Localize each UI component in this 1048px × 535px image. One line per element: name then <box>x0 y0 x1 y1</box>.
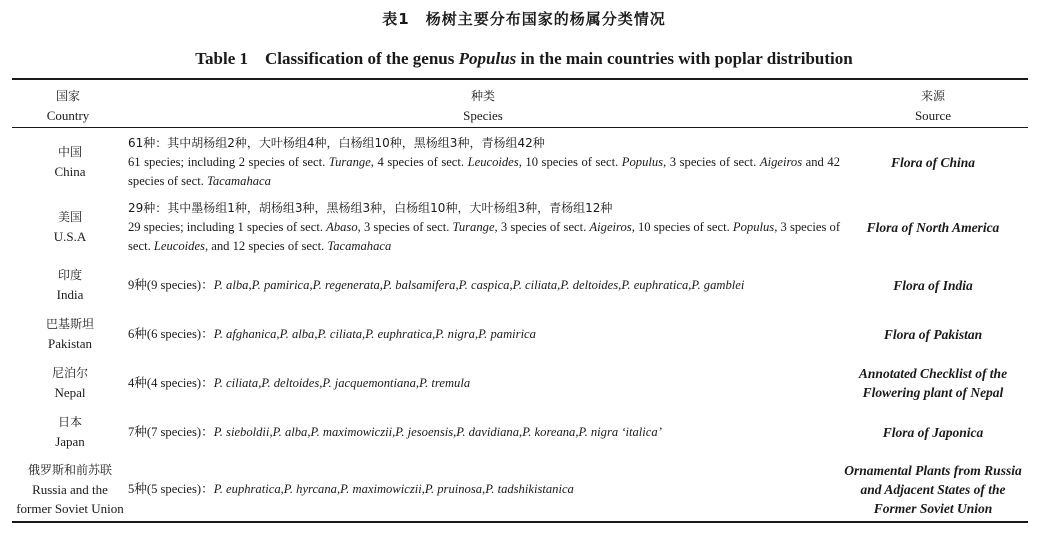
source-title-line: Ornamental Plants from Russia <box>844 462 1022 478</box>
species-description-en <box>128 153 840 191</box>
country-name-en: Pakistan <box>47 336 93 351</box>
text: , and 12 species of sect. <box>204 238 328 253</box>
species-name: P. nigra ‘italica’ <box>578 424 662 439</box>
species-cell <box>128 409 840 455</box>
species-cell <box>128 360 840 406</box>
species-name: P. deltoides <box>261 375 320 390</box>
table-title-english <box>0 44 1048 69</box>
source-cell <box>838 196 1028 258</box>
species-name: P. euphratica <box>213 481 281 496</box>
country-name-zh: 日本 <box>57 415 82 429</box>
species-count: 9种(9 species)： <box>128 277 214 292</box>
species-name: P. ciliata <box>317 326 363 341</box>
country-name-en: former Soviet Union <box>16 500 124 516</box>
source-title-line: Former Soviet Union <box>873 500 993 516</box>
source-title-line: Annotated Checklist of the <box>858 366 1008 381</box>
species-list <box>128 423 840 442</box>
table-row-china <box>12 131 1028 193</box>
species-name: P. deltoides <box>560 277 619 292</box>
species-name: P. ciliata <box>213 375 259 390</box>
species-name: P. ciliata <box>512 277 558 292</box>
table-row-india <box>12 262 1028 308</box>
column-header-country <box>12 86 124 126</box>
country-name-en: India <box>56 287 84 302</box>
species-name: P. euphratica <box>621 277 689 292</box>
species-count: 7种(7 species)： <box>128 424 214 439</box>
country-name-en: China <box>54 164 86 179</box>
country-name-zh: 巴基斯坦 <box>45 317 94 331</box>
section-name: Aigeiros <box>759 154 803 169</box>
species-cell <box>128 131 840 193</box>
species-cell <box>128 262 840 308</box>
species-count: 5种(5 species)： <box>128 481 214 496</box>
country-name-zh: 尼泊尔 <box>51 366 88 380</box>
country-cell <box>12 409 128 455</box>
species-name: P. alba <box>279 326 315 341</box>
species-name: P. koreana <box>522 424 576 439</box>
separator: , <box>269 424 273 439</box>
species-name: P. pamirica <box>251 277 310 292</box>
separator: , <box>618 277 622 292</box>
header-country-zh: 国家 <box>55 89 80 103</box>
species-name: P. caspica <box>458 277 510 292</box>
header-country-en: Country <box>46 108 90 123</box>
country-cell <box>12 262 128 308</box>
table-row-usa <box>12 196 1028 258</box>
table-row-nepal <box>12 360 1028 406</box>
source-title-line: Flowering plant of Nepal <box>862 385 1004 400</box>
text: , 10 species of sect. <box>631 219 733 234</box>
species-name: P. maximowiczii <box>310 424 393 439</box>
header-source-zh: 来源 <box>920 89 945 103</box>
country-name-zh: 中国 <box>57 145 82 159</box>
source-title: Flora of Japonica <box>882 424 984 440</box>
section-name: Turange <box>452 219 495 234</box>
country-cell <box>12 360 128 406</box>
source-cell <box>838 131 1028 193</box>
table-top-rule <box>12 78 1028 80</box>
source-cell <box>838 262 1028 308</box>
table-row-russia <box>12 458 1028 520</box>
title-suffix: in the main countries with poplar distribution <box>516 49 853 68</box>
source-title-line: and Adjacent States of the <box>860 481 1006 497</box>
title-prefix: Table 1 Classification of the genus <box>195 49 459 68</box>
country-cell <box>12 311 128 357</box>
section-name: Leucoides <box>153 238 205 253</box>
text: , 4 species of sect. <box>370 154 468 169</box>
separator: , <box>280 481 284 496</box>
separator: , <box>319 375 323 390</box>
header-species-en: Species <box>463 108 503 123</box>
species-name: P. alba <box>213 277 249 292</box>
separator: , <box>482 481 486 496</box>
country-name-en: Nepal <box>54 385 86 400</box>
species-name: P. gamblei <box>691 277 745 292</box>
column-header-species <box>128 86 838 126</box>
species-cell <box>128 311 840 357</box>
header-species-zh: 种类 <box>470 89 495 103</box>
table-bottom-rule <box>12 521 1028 523</box>
text: , 3 species of sect. <box>128 219 841 253</box>
source-cell <box>838 311 1028 357</box>
source-title: Flora of India <box>893 277 973 293</box>
species-description-zh: 61种：其中胡杨组2种，大叶杨组4种，白杨组10种，黑杨组3种，青杨组42种 <box>128 135 545 150</box>
section-name: Abaso <box>326 219 358 234</box>
country-name-en: Russia and the <box>32 481 108 497</box>
section-name: Tacamahaca <box>207 173 271 188</box>
separator: , <box>509 277 513 292</box>
separator: , <box>415 375 420 390</box>
section-name: Leucoides <box>467 154 519 169</box>
country-name-en: U.S.A <box>53 229 87 244</box>
country-cell <box>12 458 128 520</box>
source-cell <box>838 409 1028 455</box>
source-title: Flora of Pakistan <box>883 326 983 342</box>
species-name: P. jacquemontiana <box>322 375 416 390</box>
separator: , <box>309 277 313 292</box>
separator: , <box>575 424 579 439</box>
separator: , <box>248 277 252 292</box>
species-name: P. maximowiczii <box>340 481 422 496</box>
text: , 3 species of sect. <box>357 219 453 234</box>
country-name-zh: 印度 <box>57 268 82 282</box>
source-title: Flora of North America <box>866 219 1000 235</box>
species-name: P. hyrcana <box>283 481 337 496</box>
section-name: Tacamahaca <box>327 238 392 253</box>
species-name: P. alba <box>272 424 308 439</box>
separator: , <box>453 424 457 439</box>
species-name: P. pruinosa <box>424 481 483 496</box>
species-list <box>128 480 840 499</box>
section-name: Turange <box>328 154 371 169</box>
section-name: Populus <box>732 219 775 234</box>
species-cell <box>128 458 840 520</box>
text: 61 species; including 2 species of sect. <box>128 154 329 169</box>
column-header-source <box>838 86 1028 126</box>
country-cell <box>12 196 128 258</box>
separator: , <box>455 277 459 292</box>
text: , 10 species of sect. <box>518 154 622 169</box>
text: 29 species; including 1 species of sect. <box>128 219 327 234</box>
text: , 3 species of sect. <box>494 219 590 234</box>
section-name: Populus <box>621 154 664 169</box>
species-name: P. jesoensis <box>395 424 454 439</box>
separator: , <box>421 481 425 496</box>
separator: , <box>336 481 341 496</box>
separator: , <box>519 424 523 439</box>
source-cell <box>838 458 1028 520</box>
section-name: Aigeiros <box>589 219 632 234</box>
text: and 42 species of sect. <box>128 154 840 188</box>
species-list <box>128 374 840 393</box>
source-cell <box>838 360 1028 406</box>
separator: , <box>392 424 396 439</box>
species-list <box>128 325 840 344</box>
species-name: P. davidiana <box>456 424 520 439</box>
species-list <box>128 276 840 295</box>
country-name-zh: 俄罗斯和前苏联 <box>27 462 112 477</box>
species-count: 4种(4 species)： <box>128 375 214 390</box>
table-title-chinese: 表1 杨树主要分布国家的杨属分类情况 <box>382 10 666 28</box>
species-name: P. pamirica <box>478 326 536 341</box>
separator: , <box>432 326 436 341</box>
separator: , <box>379 277 383 292</box>
country-name-en: Japan <box>55 434 85 449</box>
species-name: P. nigra <box>435 326 475 341</box>
separator: , <box>557 277 561 292</box>
separator: , <box>307 424 311 439</box>
species-cell <box>128 196 840 258</box>
country-cell <box>12 131 128 193</box>
species-name: P. tadshikistanica <box>485 481 574 496</box>
table-row-japan <box>12 409 1028 455</box>
table-header-rule <box>12 127 1028 128</box>
species-description-zh: 29种：其中墨杨组1种，胡杨组3种，黑杨组3种，白杨组10种，大叶杨组3种，青杨组12种 <box>128 200 613 215</box>
separator: , <box>688 277 692 292</box>
separator: , <box>258 375 262 390</box>
source-title: Flora of China <box>890 154 976 170</box>
species-count: 6种(6 species)： <box>128 326 214 341</box>
table-row-pakistan <box>12 311 1028 357</box>
header-source-en: Source <box>914 108 952 123</box>
species-name: P. euphratica <box>365 326 433 341</box>
country-name-zh: 美国 <box>57 210 82 224</box>
species-name: P. regenerata <box>312 277 380 292</box>
species-description-en <box>128 218 840 256</box>
separator: , <box>276 326 280 341</box>
title-genus: Populus <box>458 49 517 68</box>
species-name: P. balsamifera <box>382 277 456 292</box>
separator: , <box>474 326 479 341</box>
species-name: P. tremula <box>419 375 471 390</box>
separator: , <box>362 326 366 341</box>
separator: , <box>314 326 318 341</box>
species-name: P. sieboldii <box>213 424 270 439</box>
species-name: P. afghanica <box>213 326 277 341</box>
text: , 3 species of sect. <box>663 154 760 169</box>
